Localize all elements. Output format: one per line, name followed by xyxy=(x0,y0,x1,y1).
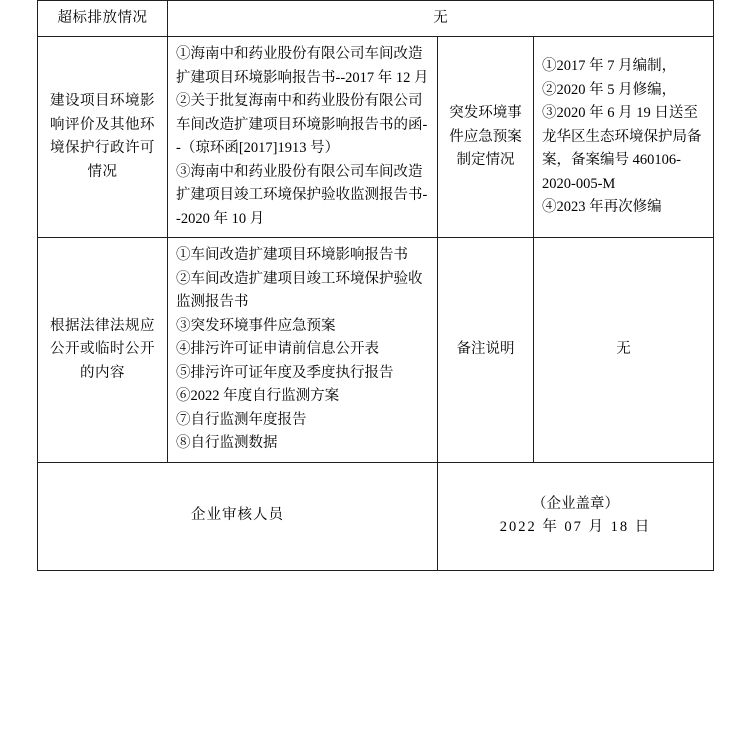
exceed-label-cell: 超标排放情况 xyxy=(38,1,168,37)
seal-cell xyxy=(438,462,714,570)
seal-date: 2022 年 07 月 18 日 xyxy=(499,519,652,536)
eia-content-cell xyxy=(168,37,438,238)
emergency-item: ①2017 年 7 月编制， xyxy=(542,58,677,75)
eia-label-cell: 建设项目环境影响评价及其他环境保护行政许可情况 xyxy=(38,37,168,238)
exceed-value-cell: 无 xyxy=(168,1,714,37)
eia-item: ③海南中和药业股份有限公司车间改造扩建项目竣工环境保护验收监测报告书--2020 年 10 月 xyxy=(176,163,428,227)
disclosure-item: ②车间改造扩建项目竣工环境保护验收监测报告书 xyxy=(176,270,423,311)
table-row-eia xyxy=(38,37,714,238)
emergency-label-cell: 突发环境事件应急预案制定情况 xyxy=(438,37,534,238)
table-row-exceed xyxy=(38,1,714,37)
auditor-label-cell: 企业审核人员 xyxy=(38,462,438,570)
eia-item: ①海南中和药业股份有限公司车间改造扩建项目环境影响报告书--2017 年 12 月 xyxy=(176,46,429,86)
seal-text: （企业盖章） xyxy=(532,495,619,512)
disclosure-item: ⑦自行监测年度报告 xyxy=(176,411,307,428)
disclosure-item: ⑥2022 年度自行监测方案 xyxy=(176,388,340,405)
disclosure-item: ③突发环境事件应急预案 xyxy=(176,317,336,334)
emergency-content-cell xyxy=(534,37,714,238)
disclosure-item: ⑧自行监测数据 xyxy=(176,435,278,452)
table-row-disclosure xyxy=(38,238,714,462)
remark-value-cell: 无 xyxy=(534,238,714,462)
disclosure-label-cell: 根据法律法规应公开或临时公开的内容 xyxy=(38,238,168,462)
emergency-item: ②2020 年 5 月修编， xyxy=(542,81,677,98)
disclosure-content-cell xyxy=(168,238,438,462)
emergency-item: ④2023 年再次修编 xyxy=(542,199,662,216)
remark-label-cell: 备注说明 xyxy=(438,238,534,462)
environment-info-table xyxy=(37,0,714,571)
disclosure-item: ⑤排污许可证年度及季度执行报告 xyxy=(176,364,394,381)
disclosure-item: ④排污许可证申请前信息公开表 xyxy=(176,341,379,358)
emergency-item: ③2020 年 6 月 19 日送至龙华区生态环境保护局备案，备案编号 460106-2020-005-M xyxy=(542,105,702,192)
table-row-auditor xyxy=(38,462,714,570)
eia-item: ②关于批复海南中和药业股份有限公司车间改造扩建项目环境影响报告书的函--（琼环函[2017]1913 号） xyxy=(176,93,428,157)
disclosure-item: ①车间改造扩建项目环境影响报告书 xyxy=(176,247,408,264)
